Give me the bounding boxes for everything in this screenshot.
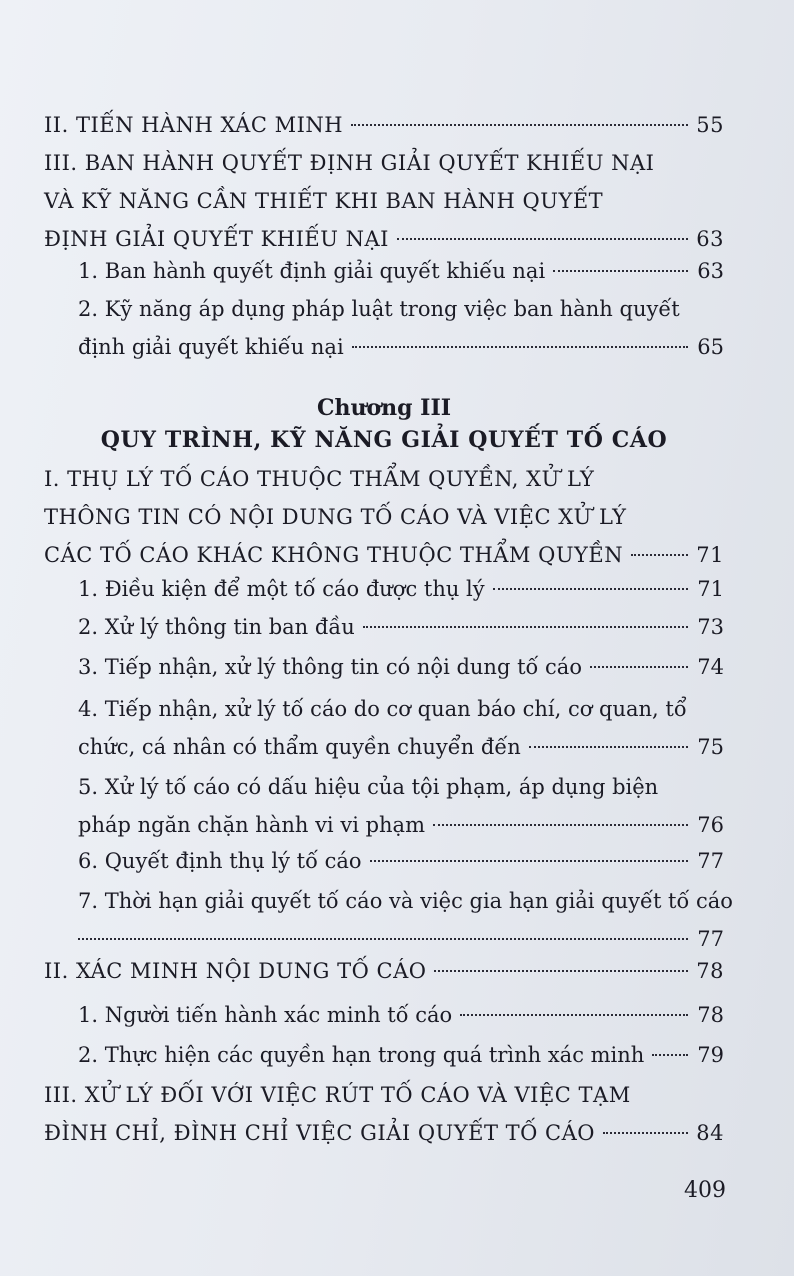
toc-entry [44,106,724,144]
toc-entry-text: ĐỊNH GIẢI QUYẾT KHIẾU NẠI [44,227,389,251]
toc-entry-text: 1. Người tiến hành xác minh tố cáo [78,1003,453,1027]
toc-entry-text: I. THỤ LÝ TỐ CÁO THUỘC THẨM QUYỀN, XỬ LÝ [44,467,595,491]
toc-page-number: 55 [696,113,724,137]
leader-dots [493,588,688,590]
toc-entry-text: II. TIẾN HÀNH XÁC MINH [44,113,344,137]
toc-entry [78,1036,724,1074]
toc-entry-text: 2. Xử lý thông tin ban đầu [78,615,355,639]
toc-page-number: 63 [696,227,724,251]
toc-entry [78,768,724,844]
toc-entry [78,996,724,1034]
toc-entry-text: định giải quyết khiếu nại [78,335,344,359]
leader-dots [460,1014,688,1016]
toc-entry-text: 1. Điều kiện để một tố cáo được thụ lý [78,577,485,601]
page-number: 409 [684,1178,726,1203]
leader-dots [351,124,688,126]
toc-entry-text: III. XỬ LÝ ĐỐI VỚI VIỆC RÚT TỐ CÁO VÀ VIỆC TẠM [44,1083,631,1107]
toc-page-number: 77 [697,849,724,873]
toc-entry-text: pháp ngăn chặn hành vi vi phạm [78,813,425,837]
leader-dots [370,860,688,862]
toc-entry [78,570,724,608]
leader-dots [631,554,688,556]
toc-page-number: 71 [696,543,724,567]
leader-dots [397,238,688,240]
leader-dots [434,970,688,972]
toc-entry-text: 2. Thực hiện các quyền hạn trong quá trình xác minh [78,1043,645,1067]
toc-entry-text: 3. Tiếp nhận, xử lý thông tin có nội dung tố cáo [78,655,582,679]
toc-entry [44,144,724,258]
toc-entry-text: 5. Xử lý tố cáo có dấu hiệu của tội phạm, áp dụng biện [78,775,659,799]
toc-entry [44,952,724,990]
toc-entry-text: 7. Thời hạn giải quyết tố cáo và việc gia hạn giải quyết tố cáo [78,889,733,913]
leader-dots [352,346,688,348]
leader-dots [433,824,688,826]
toc-page-number: 84 [696,1121,724,1145]
toc-entry-text: 4. Tiếp nhận, xử lý tố cáo do cơ quan báo chí, cơ quan, tổ [78,697,687,721]
toc-entry [44,1076,724,1152]
toc-entry [78,842,724,880]
toc-entry [44,460,724,574]
chapter-label: Chương III [316,395,452,421]
toc-entry-text: chức, cá nhân có thẩm quyền chuyển đến [78,735,521,759]
toc-entry-text: II. XÁC MINH NỘI DUNG TỐ CÁO [44,959,427,983]
toc-page-number: 78 [697,1003,724,1027]
leader-dots [590,666,688,668]
toc-entry-text: III. BAN HÀNH QUYẾT ĐỊNH GIẢI QUYẾT KHIẾU NẠI [44,151,655,175]
toc-entry-text: 2. Kỹ năng áp dụng pháp luật trong việc ban hành quyết [78,297,680,321]
toc-page-number: 75 [697,735,724,759]
toc-page-number: 71 [697,577,724,601]
leader-dots [78,938,688,940]
toc-page-number: 79 [697,1043,724,1067]
toc-page-number: 76 [697,813,724,837]
toc-page-number: 63 [697,259,724,283]
toc-entry [78,690,724,766]
leader-dots [553,270,688,272]
toc-page-number: 77 [697,927,724,951]
toc-entry-text: ĐÌNH CHỈ, ĐÌNH CHỈ VIỆC GIẢI QUYẾT TỐ CÁO [44,1121,595,1145]
toc-entry-text: 6. Quyết định thụ lý tố cáo [78,849,362,873]
leader-dots [529,746,688,748]
toc-entry [78,290,724,366]
toc-page-number: 65 [697,335,724,359]
toc-entry [78,608,724,646]
toc-page-number: 74 [697,655,724,679]
toc-entry [78,882,733,958]
toc-entry [78,648,724,686]
chapter-title: QUY TRÌNH, KỸ NĂNG GIẢI QUYẾT TỐ CÁO [100,427,668,453]
leader-dots [603,1132,688,1134]
toc-entry [78,252,724,290]
toc-page-number: 73 [697,615,724,639]
leader-dots [363,626,688,628]
toc-page-number: 78 [696,959,724,983]
toc-entry-text: VÀ KỸ NĂNG CẦN THIẾT KHI BAN HÀNH QUYẾT [44,189,604,213]
toc-entry-text: CÁC TỐ CÁO KHÁC KHÔNG THUỘC THẨM QUYỀN [44,543,624,567]
toc-entry-text: 1. Ban hành quyết định giải quyết khiếu nại [78,259,546,283]
leader-dots [652,1054,688,1056]
toc-entry-text: THÔNG TIN CÓ NỘI DUNG TỐ CÁO VÀ VIỆC XỬ LÝ [44,505,627,529]
